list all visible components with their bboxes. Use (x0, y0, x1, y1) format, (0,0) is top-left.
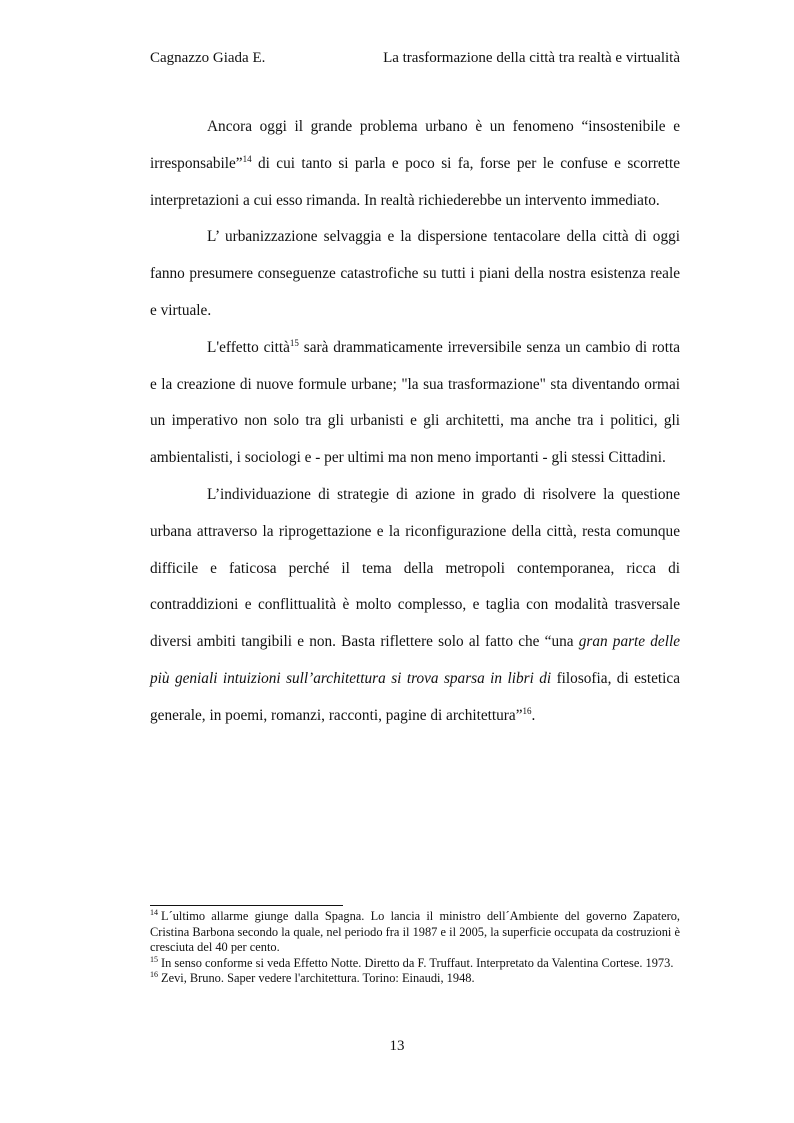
footnote-number: 16 (150, 970, 158, 980)
footnote-text: L´ultimo allarme giunge dalla Spagna. Lo lancia il ministro dell´Ambiente del governo Zapatero, Cristina Barbona secondo la quale, nel periodo fra il 1987 e il 2005, la superficie occupata da costruzioni è cresciuta del 40 per cento. (150, 909, 680, 955)
footnote-ref-16: 16 (522, 705, 532, 716)
paragraph-4-text-a: L’individuazione di strategie di azione in grado di risolvere la questione urbana attraverso la riprogettazione e la riconfigurazione della città, resta comunque difficile e faticosa perché il tema della metropoli contemporanea, ricca di contraddizioni e conflittualità è molto complesso, e taglia con modalità trasversale diversi ambiti tangibili e non. Basta riflettere solo al fatto che “una (150, 485, 680, 651)
footnotes (150, 909, 680, 987)
header-title: La trasformazione della città tra realtà e virtualità (383, 50, 680, 66)
paragraph-1 (150, 109, 680, 219)
footnote-text: Zevi, Bruno. Saper vedere l'architettura. Torino: Einaudi, 1948. (161, 971, 475, 986)
paragraph-4-text-b: filosofia, di estetica generale, in poemi, romanzi, racconti, pagine di architettura” (150, 669, 680, 724)
footnote-ref-14: 14 (242, 153, 252, 164)
paragraph-3 (150, 330, 680, 477)
paragraph-3-text-a: L'effetto città (207, 338, 290, 356)
footnote-text: In senso conforme si veda Effetto Notte. Diretto da F. Truffaut. Interpretato da Valentina Cortese. 1973. (161, 955, 674, 970)
footnote-14 (150, 909, 680, 956)
paragraph-3-text-b: sarà drammaticamente irreversibile senza un cambio di rotta e la creazione di nuove formule urbane; "la sua trasformazione" sta diventando ormai un imperativo non solo tra gli urbanisti e gli architetti, ma anche tra i politici, gli ambientalisti, i sociologi e - per ultimi ma non meno importanti - gli stessi Cittadini. (150, 338, 680, 467)
footnote-16 (150, 971, 680, 987)
footnote-number: 14 (150, 908, 158, 917)
paragraph-4 (150, 477, 680, 735)
footnote-separator (150, 905, 343, 906)
footnote-number: 15 (150, 954, 158, 964)
paragraph-4-quote-italic: gran parte delle più geniali intuizioni sull’architettura si trova sparsa in libri di (150, 633, 680, 687)
footnote-15 (150, 956, 680, 972)
page-number: 13 (389, 1038, 405, 1054)
footnote-ref-15: 15 (289, 337, 299, 348)
paragraph-1-text-b: di cui tanto si parla e poco si fa, forse per le confuse e scorrette interpretazioni a cui esso rimanda. In realtà richiederebbe un intervento immediato. (150, 154, 680, 209)
paragraph-2-text: L’ urbanizzazione selvaggia e la dispersione tentacolare della città di oggi fanno presumere conseguenze catastrofiche su tutti i piani della nostra esistenza reale e virtuale. (150, 228, 680, 319)
body-text (150, 109, 680, 735)
header-author: Cagnazzo Giada E. (150, 50, 266, 66)
paragraph-2 (150, 219, 680, 329)
paragraph-1-text-a: Ancora oggi il grande problema urbano è un fenomeno “insostenibile e irresponsabile” (150, 118, 680, 172)
paragraph-4-text-c: . (531, 706, 536, 724)
